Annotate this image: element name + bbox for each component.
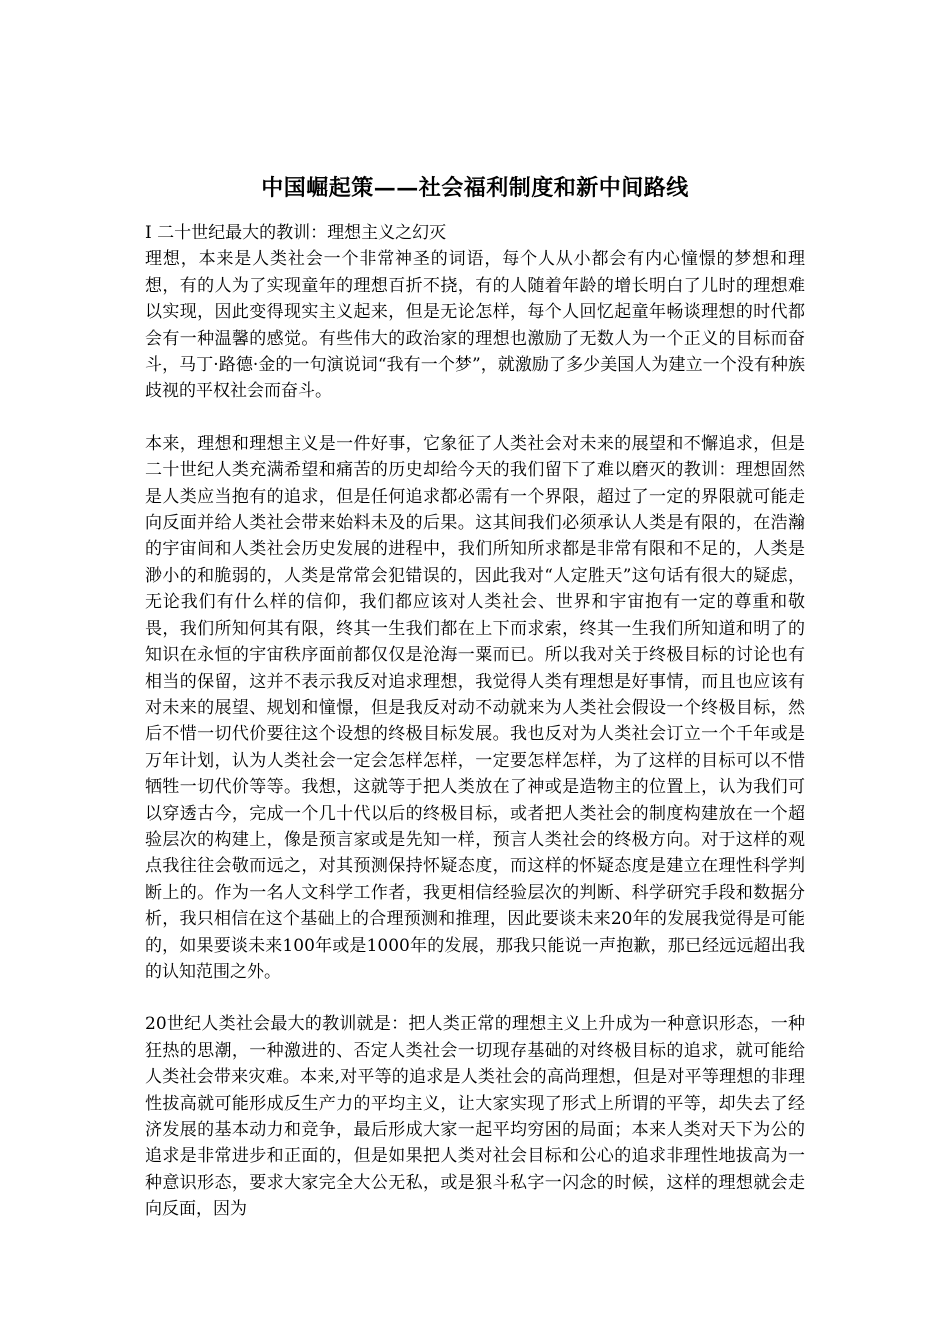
- paragraph-1: 理想，本来是人类社会一个非常神圣的词语，每个人从小都会有内心憧憬的梦想和理想，有的人为了实现童年的理想百折不挠，有的人随着年龄的增长明白了儿时的理想难以实现，因此变得现实主义起来，但是无论怎样，每个人回忆起童年畅谈理想的时代都会有一种温馨的感觉。有些伟大的政治家的理想也激励了无数人为一个正义的目标而奋斗，马丁·路德·金的一句演说词“我有一个梦”，就激励了多少美国人为建立一个没有种族歧视的平权社会而奋斗。: [145, 249, 805, 402]
- document-body: [145, 220, 805, 1249]
- paragraph-2: 本来，理想和理想主义是一件好事，它象征了人类社会对未来的展望和不懈追求，但是二十世纪人类充满希望和痛苦的历史却给今天的我们留下了难以磨灭的教训：理想固然是人类应当抱有的追求，但是任何追求都必需有一个界限，超过了一定的界限就可能走向反面并给人类社会带来始料未及的后果。这其间我们必须承认人类是有限的，在浩瀚的宇宙间和人类社会历史发展的进程中，我们所知所求都是非常有限和不足的，人类是渺小的和脆弱的，人类是常常会犯错误的，因此我对“人定胜天”这句话有很大的疑虑，无论我们有什么样的信仰，我们都应该对人类社会、世界和宇宙抱有一定的尊重和敬畏，我们所知何其有限，终其一生我们都在上下而求索，终其一生我们所知道和明了的知识在永恒的宇宙秩序面前都仅仅是沧海一粟而已。所以我对关于终极目标的讨论也有相当的保留，这并不表示我反对追求理想，我觉得人类有理想是好事情，而且也应该有对未来的展望、规划和憧憬，但是我反对动不动就来为人类社会假设一个终极目标，然后不惜一切代价要往这个设想的终极目标发展。我也反对为人类社会订立一个千年或是万年计划，认为人类社会一定会怎样怎样，一定要怎样怎样，为了这样的目标可以不惜牺牲一切代价等等。我想，这就等于把人类放在了神或是造物主的位置上，认为我们可以穿透古今，完成一个几十代以后的终极目标，或者把人类社会的制度构建放在一个超验层次的构建上，像是预言家或是先知一样，预言人类社会的终极方向。对于这样的观点我往往会敬而远之，对其预测保持怀疑态度，而这样的怀疑态度是建立在理性科学判断上的。作为一名人文科学工作者，我更相信经验层次的判断、科学研究手段和数据分析，我只相信在这个基础上的合理预测和推理，因此要谈未来20年的发展我觉得是可能的，如果要谈未来100年或是1000年的发展，那我只能说一声抱歉，那已经远远超出我的认知范围之外。: [145, 433, 805, 982]
- paragraph-3: 20世纪人类社会最大的教训就是：把人类正常的理想主义上升成为一种意识形态，一种狂热的思潮，一种激进的、否定人类社会一切现存基础的对终极目标的追求，就可能给人类社会带来灾难。本来,对平等的追求是人类社会的高尚理想，但是对平等理想的非理性拔高就可能形成反生产力的平均主义，让大家实现了形式上所谓的平等，却失去了经济发展的基本动力和竞争，最后形成大家一起平均穷困的局面；本来人类对天下为公的追求是非常进步和正面的，但是如果把人类对社会目标和公心的追求非理性地拔高为一种意识形态，要求大家完全大公无私，或是狠斗私字一闪念的时候，这样的理想就会走向反面，因为: [145, 1014, 805, 1220]
- section-heading: I 二十世纪最大的教训：理想主义之幻灭: [145, 223, 447, 243]
- document-title: 中国崛起策——社会福利制度和新中间路线: [261, 175, 689, 201]
